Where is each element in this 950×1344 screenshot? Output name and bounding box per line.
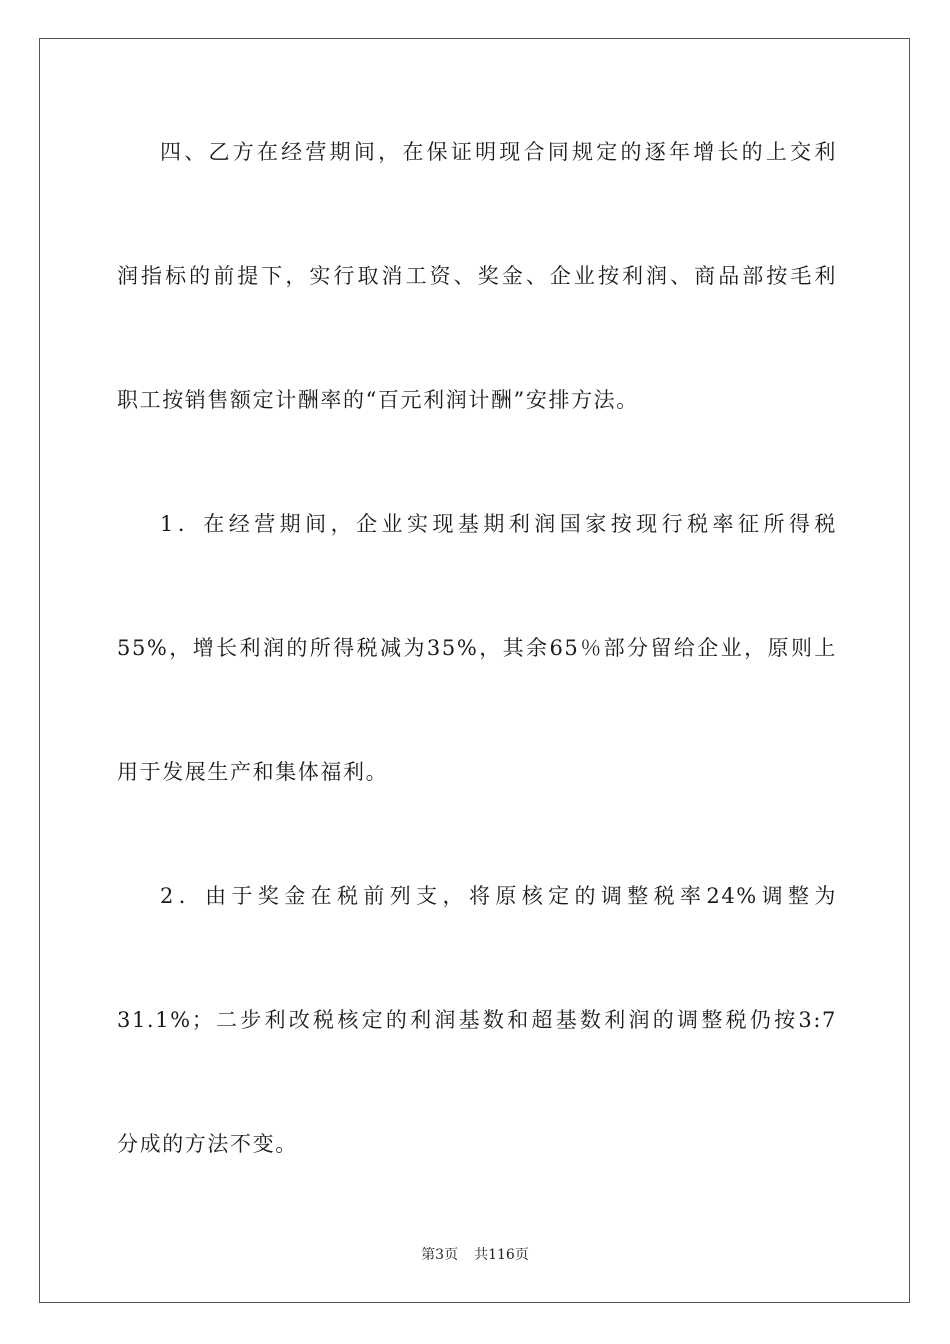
paragraph-line: 2．由于奖金在税前列支，将原核定的调整税率24%调整为	[160, 884, 837, 908]
paragraph-line: 四、乙方在经营期间，在保证明现合同规定的逐年增长的上交利	[160, 140, 837, 164]
paragraph-line: 1．在经营期间，企业实现基期利润国家按现行税率征所得税	[160, 512, 837, 536]
paragraph-line: 31.1%；二步利改税核定的利润基数和超基数利润的调整税仍按3:7	[117, 1008, 837, 1032]
paragraph-line: 55%，增长利润的所得税减为35%，其余65％部分留给企业，原则上	[117, 636, 837, 660]
paragraph-line: 润指标的前提下，实行取消工资、奖金、企业按利润、商品部按毛利	[117, 264, 837, 288]
paragraph-line: 职工按销售额定计酬率的“百元利润计酬”安排方法。	[117, 388, 639, 412]
paragraph-line: 分成的方法不变。	[117, 1132, 298, 1156]
page-footer	[0, 1246, 950, 1264]
paragraph-line: 用于发展生产和集体福利。	[117, 760, 389, 784]
page-total: 共116页	[474, 1247, 529, 1263]
page-number: 第3页	[421, 1247, 459, 1263]
page-border	[39, 38, 910, 1303]
